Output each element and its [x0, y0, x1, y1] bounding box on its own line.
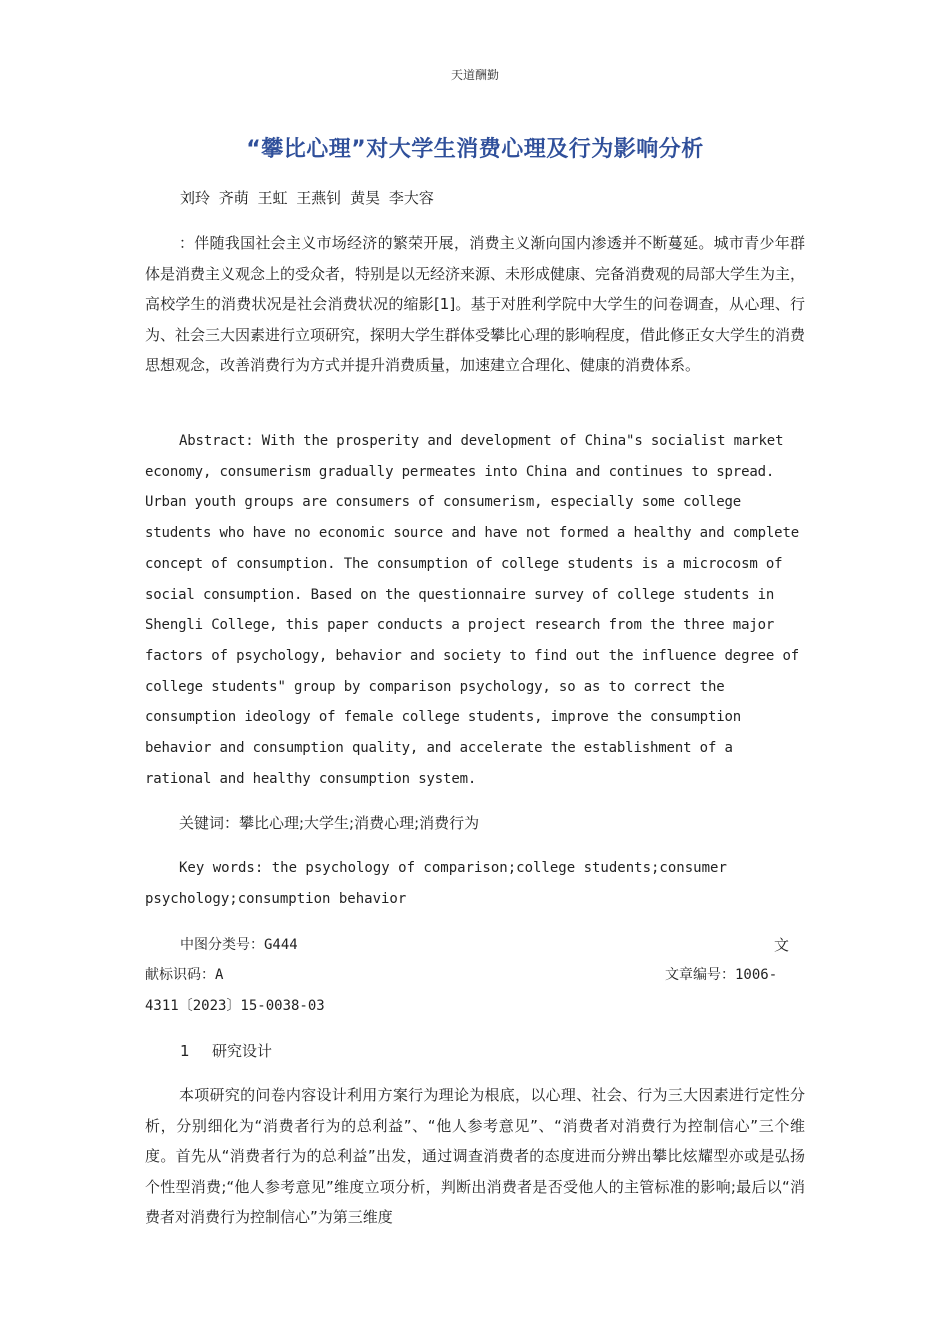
- clc-number: 中图分类号：G444: [180, 937, 298, 953]
- keywords-cn: 关键词：攀比心理;大学生;消费心理;消费行为: [179, 814, 480, 832]
- author-list: 刘玲 齐萌 王虹 王燕钊 黄昊 李大容: [180, 189, 434, 207]
- article-number-label: 文章编号：1006-: [665, 967, 778, 983]
- abstract-en: Abstract: With the prosperity and development of China"s socialist market economy, consumerism gradually permeates into China and continues to spread. Urban youth groups are consumers of consumerism, especially some college students who have no economic source and have not formed a healthy and complete concept of consumption. The consumption of college students is a microcosm of social consumption. Based on the questionnaire survey of college students in Shengli College, this paper conducts a project research from the three major factors of psychology, behavior and society to find out the influence degree of college students" group by comparison psychology, so as to correct the consumption ideology of female college students, improve the consumption behavior and consumption quality, and accelerate the establishment of a rational and healthy consumption system.: [145, 433, 800, 787]
- article-number-continued: 4311〔2023〕15-0038-03: [145, 998, 325, 1014]
- running-header: 天道酬勤: [450, 68, 499, 82]
- section-body: 本项研究的问卷内容设计利用方案行为理论为根底，以心理、社会、行为三大因素进行定性分析，分别细化为“消费者行为的总利益”、“他人参考意见”、“消费者对消费行为控制信心”三个维度。首先从“消费者行为的总利益”出发，通过调查消费者的态度进而分辨出攀比炫耀型亦或是弘扬个性型消费;“他人参考意见”维度立项分析，判断出消费者是否受他人的主管标准的影响;最后以“消费者对消费行为控制信心”为第三维度: [145, 1086, 805, 1226]
- section-heading: [180, 1040, 272, 1061]
- section-title: 研究设计: [212, 1042, 273, 1060]
- section-number: 1: [180, 1042, 190, 1060]
- article-title: “攀比心理”对大学生消费心理及行为影响分析: [246, 137, 704, 162]
- abstract-en-block: [145, 426, 805, 794]
- doc-code-label: 献标识码：A: [145, 967, 224, 983]
- abstract-cn-block: [145, 228, 805, 381]
- keywords-en-block: [145, 853, 805, 914]
- section-body-block: [145, 1080, 805, 1233]
- abstract-cn: ：伴随我国社会主义市场经济的繁荣开展，消费主义渐向国内渗透并不断蔓延。城市青少年群体是消费主义观念上的受众者，特别是以无经济来源、未形成健康、完备消费观的局部大学生为主，高校学生的消费状况是社会消费状况的缩影[1]。基于对胜利学院中大学生的问卷调查，从心理、行为、社会三大因素进行立项研究，探明大学生群体受攀比心理的影响程度，借此修正女大学生的消费思想观念，改善消费行为方式并提升消费质量，加速建立合理化、健康的消费体系。: [145, 234, 806, 374]
- doc-code-char: 文: [774, 936, 790, 954]
- keywords-en: Key words: the psychology of comparison;college students;consumer psychology;consumption behavior: [145, 860, 727, 907]
- keywords-cn-block: [145, 812, 805, 833]
